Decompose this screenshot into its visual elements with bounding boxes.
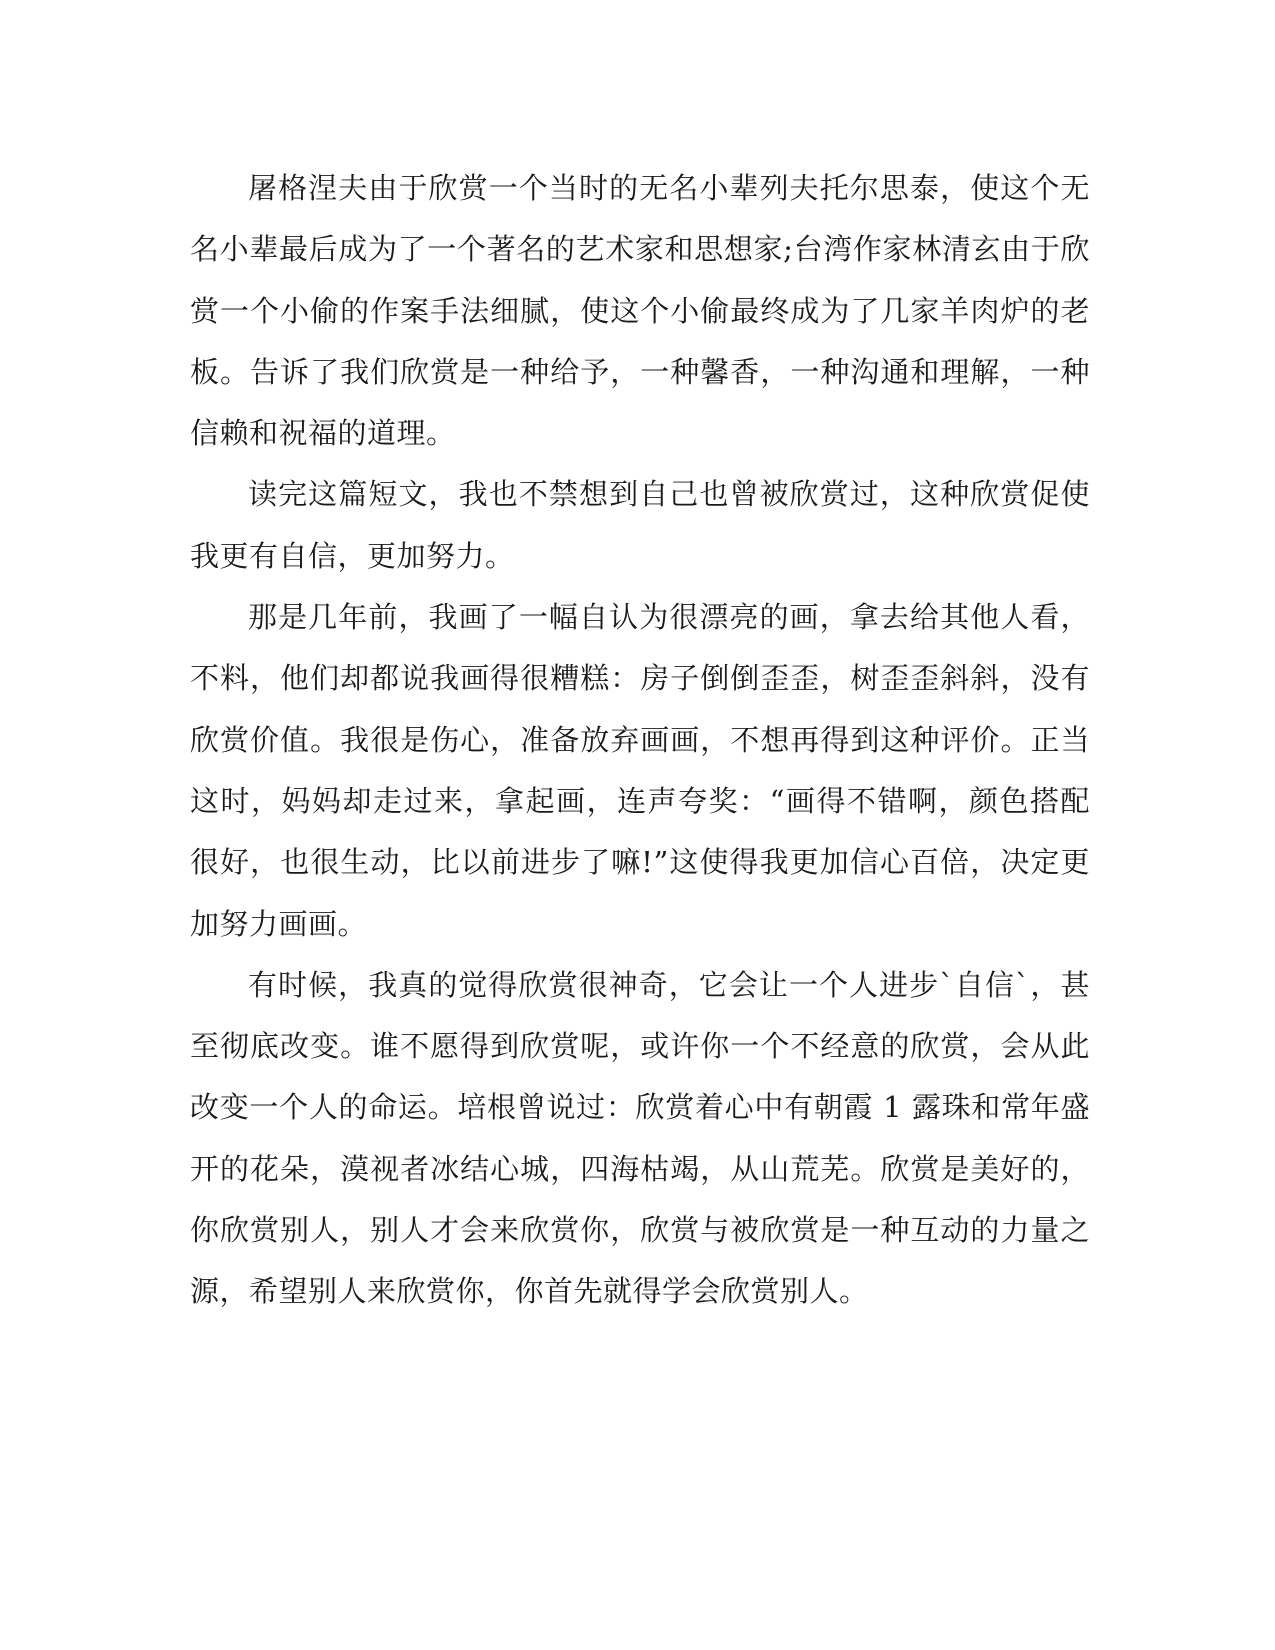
paragraph-3: 那是几年前，我画了一幅自认为很漂亮的画，拿去给其他人看，不料，他们却都说我画得很糟糕：房子倒倒歪歪，树歪歪斜斜，没有欣赏价值。我很是伤心，准备放弃画画，不想再得到这种评价。正当这时，妈妈却走过来，拿起画，连声夸奖：“画得不错啊，颜色搭配很好，也很生动，比以前进步了嘛!”这使得我更加信心百倍，决定更加努力画画。 bbox=[190, 600, 1090, 941]
paragraph-4: 有时候，我真的觉得欣赏很神奇，它会让一个人进步`自信`，甚至彻底改变。谁不愿得到欣赏呢，或许你一个不经意的欣赏，会从此改变一个人的命运。培根曾说过：欣赏着心中有朝霞 1 露珠和常年盛开的花朵，漠视者冰结心城，四海枯竭，从山荒芜。欣赏是美好的，你欣赏别人，别人才会来欣赏你，欣赏与被欣赏是一种互动的力量之源，希望别人来欣赏你，你首先就得学会欣赏别人。 bbox=[190, 967, 1090, 1309]
document-body bbox=[190, 158, 1090, 1323]
paragraph-1: 屠格涅夫由于欣赏一个当时的无名小辈列夫托尔思泰，使这个无名小辈最后成为了一个著名的艺术家和思想家;台湾作家林清玄由于欣赏一个小偷的作案手法细腻，使这个小偷最终成为了几家羊肉炉的老板。告诉了我们欣赏是一种给予，一种馨香，一种沟通和理解，一种信赖和祝福的道理。 bbox=[190, 171, 1090, 451]
paragraph-2: 读完这篇短文，我也不禁想到自己也曾被欣赏过，这种欣赏促使我更有自信，更加努力。 bbox=[190, 477, 1090, 573]
